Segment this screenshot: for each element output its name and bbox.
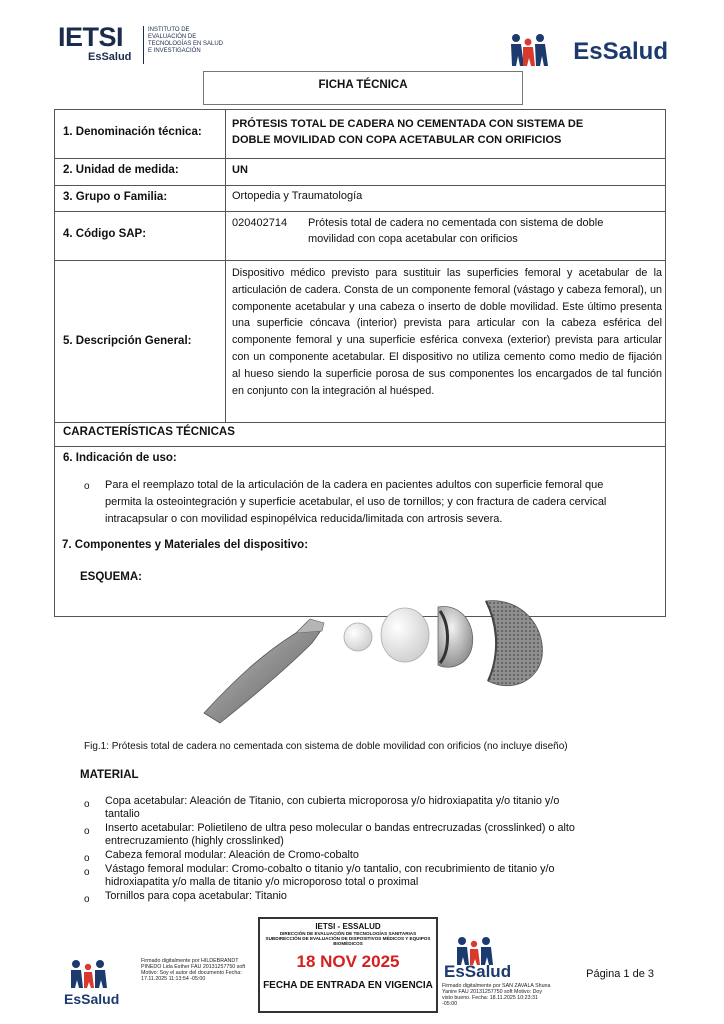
- family-icon: [508, 32, 556, 66]
- material-item-line2: entrecruzamiento (highly crosslinked): [105, 835, 284, 847]
- indication-line3: intracapsular o con movilidad espinopélvica reducida/limitada con artrosis severa.: [105, 513, 503, 525]
- signature-right: Firmado digitalmente por SAN ZAVALA Shuna Yanire FAU 20131257750 soft Motivo: Doy visto bueno. Fecha: 18.11.2025 10:23:31 -05:00: [442, 983, 551, 1007]
- figure-caption: Fig.1: Prótesis total de cadera no cementada con sistema de doble movilidad con orificios (no incluye diseño): [84, 741, 568, 752]
- essalud-brand: EsSalud: [444, 962, 512, 981]
- stamp-subdirection: SUBDIRECCIÓN DE EVALUACIÓN DE DISPOSITIVOS MÉDICOS Y EQUIPOS BIOMÉDICOS: [265, 936, 431, 946]
- material-item-line1: Copa acetabular: Aleación de Titanio, con cubierta microporosa y/o hidroxiapatita y/o titanio y/o: [105, 795, 560, 807]
- row-divider: [55, 446, 665, 447]
- svg-text:EsSalud: EsSalud: [64, 991, 120, 1007]
- prosthesis-diagram: [200, 585, 560, 735]
- row2-value: UN: [232, 164, 248, 176]
- bullet-circle: o: [84, 853, 90, 864]
- material-item-line1: Inserto acetabular: Polietileno de ultra peso molecular o bandas entrecruzadas (crosslinked) o alto: [105, 822, 575, 834]
- essalud-brand: EsSalud: [573, 38, 668, 65]
- material-item-line2: tantalio: [105, 808, 140, 820]
- section-caracteristicas: CARACTERÍSTICAS TÉCNICAS: [63, 426, 235, 438]
- bullet-circle: o: [84, 826, 90, 837]
- bullet-circle: o: [84, 799, 90, 810]
- ietsi-name: IETSI: [58, 22, 124, 52]
- row1-label: 1. Denominación técnica:: [63, 126, 202, 138]
- indication-line2: permita la osteointegración y superficie acetabular, el uso de tornillos; y con fractura de cadera cervical: [105, 496, 607, 508]
- essalud-footer-logo-right: [442, 936, 512, 984]
- row-divider: [55, 422, 665, 423]
- essalud-logo: [508, 28, 668, 68]
- row-divider: [55, 158, 665, 159]
- material-item-line1: Cabeza femoral modular: Aleación de Cromo-cobalto: [105, 849, 359, 861]
- row5-description: Dispositivo médico previsto para sustituir las superficies femoral y acetabular de la articulación de cadera. Consta de un componente femoral (vástago y cabeza femoral), un componente acetabular y una cabeza o inserto de doble movilidad. Este último presenta una superficie cóncava (interior) prevista para articular con la cabeza esférica del componente femoral y una superficie esférica convexa (exterior) prevista para articular con un componente acetabular. El dispositivo no utiliza cemento como medio de fijación al hueso siendo la superficie porosa de sus componentes los encargados de tal función en conjunto con la integración al huésped.: [232, 267, 662, 397]
- indication-line1: Para el reemplazo total de la articulación de la cadera en pacientes adultos con superficie femoral que: [105, 479, 604, 491]
- section6-label: 6. Indicación de uso:: [63, 452, 177, 464]
- signature-left: Firmado digitalmente por HILDEBRANDT PINEDO Lida Esther FAU 20131257750 soft Motivo: Soy el autor del documento Fecha: 17.11.2025 11:13:54 -05:00: [141, 958, 246, 982]
- page-number: Página 1 de 3: [586, 968, 654, 980]
- row4-value-line1: Prótesis total de cadera no cementada con sistema de doble: [308, 217, 604, 229]
- ietsi-institute: INSTITUTO DE EVALUACIÓN DE TECNOLOGÍAS EN SALUD E INVESTIGACIÓN: [148, 27, 224, 54]
- material-item-line1: Tornillos para copa acetabular: Titanio: [105, 890, 287, 902]
- stamp-date: 18 NOV 2025: [296, 952, 400, 971]
- row4-value-line2: movilidad con copa acetabular con orificios: [308, 233, 518, 245]
- bullet-circle: o: [84, 894, 90, 905]
- bullet-circle: o: [84, 481, 90, 492]
- document-title: FICHA TÉCNICA: [318, 79, 408, 91]
- row-divider: [55, 185, 665, 186]
- stamp-org: IETSI - ESSALUD: [315, 922, 381, 931]
- row1-value-line1: PRÓTESIS TOTAL DE CADERA NO CEMENTADA CON SISTEMA DE: [232, 118, 584, 130]
- esquema-label: ESQUEMA:: [80, 571, 142, 583]
- stamp-direction: DIRECCIÓN DE EVALUACIÓN DE TECNOLOGÍAS SANITARIAS: [279, 931, 417, 936]
- row3-value: Ortopedia y Traumatología: [232, 190, 363, 202]
- row4-code: 020402714: [232, 217, 288, 229]
- row1-value-line2: DOBLE MOVILIDAD CON COPA ACETABULAR CON ORIFICIOS: [232, 134, 562, 146]
- material-item-line2: hidroxiapatita y/o malla de titanio y/o microporoso total o proximal: [105, 876, 419, 888]
- validity-stamp: [258, 917, 438, 1013]
- material-item-line1: Vástago femoral modular: Cromo-cobalto o titanio y/o tantalio, con recubrimiento de titanio y/o: [105, 863, 555, 875]
- logo-divider: [143, 26, 144, 64]
- essalud-footer-logo-left: [62, 958, 120, 1010]
- stamp-label: FECHA DE ENTRADA EN VIGENCIA: [263, 980, 433, 991]
- row4-label: 4. Código SAP:: [63, 228, 147, 240]
- section7-label: 7. Componentes y Materiales del dispositivo:: [62, 539, 309, 551]
- ietsi-logo: [58, 22, 238, 68]
- bullet-circle: o: [84, 867, 90, 878]
- title-box: [203, 71, 523, 105]
- row5-label: 5. Descripción General:: [63, 335, 192, 347]
- row-divider: [55, 260, 665, 261]
- material-title: MATERIAL: [80, 769, 139, 781]
- row-divider: [55, 211, 665, 212]
- row2-label: 2. Unidad de medida:: [63, 164, 179, 176]
- row3-label: 3. Grupo o Familia:: [63, 191, 168, 203]
- ietsi-subname: EsSalud: [88, 51, 132, 63]
- column-divider: [225, 110, 226, 422]
